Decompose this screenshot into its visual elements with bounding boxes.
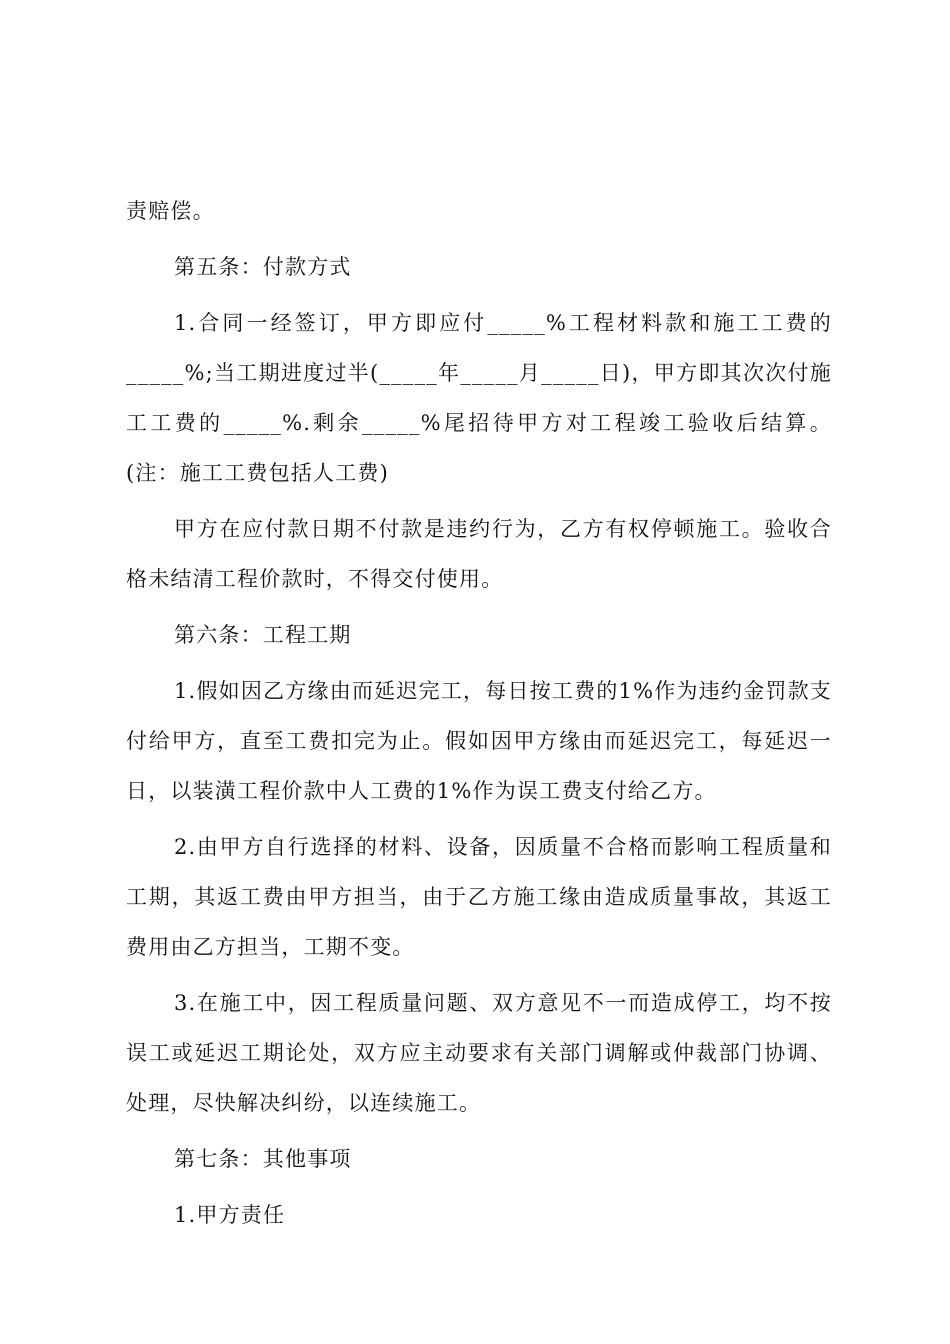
payment-terms-paragraph: 1.合同一经签订，甲方即应付_____%工程材料款和施工工费的_____%;当工期进度过半(_____年_____月_____日)，甲方即其次次付施工工费的_____%.剩余_____%尾招待甲方对工程竣工验收后结算。(注：施工工费包括人工费): [126, 311, 832, 485]
delay-penalty-paragraph: 1.假如因乙方缘由而延迟完工，每日按工费的1%作为违约金罚款支付给甲方，直至工费扣完为止。假如因甲方缘由而延迟完工，每延迟一日，以装潢工程价款中人工费的1%作为误工费支付给乙方。: [126, 679, 832, 803]
late-payment-paragraph: 甲方在应付款日期不付款是违约行为，乙方有权停顿施工。验收合格未结清工程价款时，不得交付使用。: [126, 517, 832, 591]
dispute-resolution-paragraph: 3.在施工中，因工程质量问题、双方意见不一而造成停工，均不按误工或延迟工期论处，双方应主动要求有关部门调解或仲裁部门协调、处理，尽快解决纠纷，以连续施工。: [126, 991, 832, 1115]
paragraph-continuation: 责赔偿。: [126, 199, 215, 223]
document-body: [126, 186, 832, 1240]
material-quality-paragraph: 2.由甲方自行选择的材料、设备，因质量不合格而影响工程质量和工期，其返工费由甲方担当，由于乙方施工缘由造成质量事故，其返工费用由乙方担当，工期不变。: [126, 835, 832, 959]
party-a-responsibility-heading: 1.甲方责任: [174, 1203, 286, 1227]
article-5-heading: 第五条：付款方式: [174, 255, 352, 279]
article-6-heading: 第六条：工程工期: [174, 623, 352, 647]
article-7-heading: 第七条：其他事项: [174, 1147, 352, 1171]
